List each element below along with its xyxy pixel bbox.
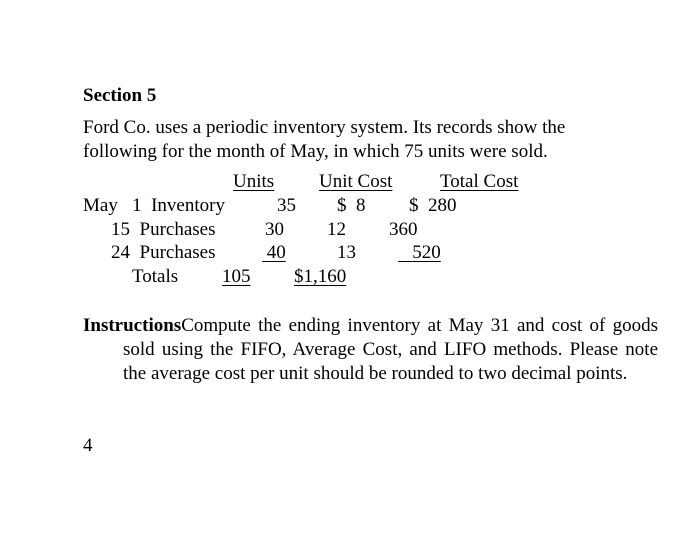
header-total-cost: Total Cost [440, 171, 519, 192]
header-unit-cost: Unit Cost [319, 171, 393, 192]
instructions-label: Instructions [83, 315, 182, 336]
totals-units: 105 [222, 266, 251, 287]
totals-label: Totals [132, 266, 179, 287]
row-label: May 1 Inventory [83, 195, 225, 216]
row-units: 30 [265, 219, 284, 240]
instructions-text: Compute the ending inventory at May 31 and cost of goods sold using the FIFO, Average Cost, and LIFO methods. Please note the average cost per unit should be rounded to two decimal points. [123, 315, 658, 384]
totals-total-cost: $1,160 [294, 266, 347, 287]
section-title: Section 5 [83, 85, 157, 106]
row-units: 40 [266, 242, 286, 263]
row-label: 24 Purchases [111, 242, 216, 263]
row-total-cost: $ 280 [409, 195, 457, 216]
intro-line-1: Ford Co. uses a periodic inventory system. Its records show the [83, 117, 566, 138]
instructions-paragraph [83, 314, 658, 386]
row-unit-cost: $ 8 [337, 195, 366, 216]
row-total-cost: 520 [412, 242, 441, 263]
row-total-cost: 360 [389, 219, 418, 240]
row-label: 15 Purchases [111, 219, 216, 240]
header-units: Units [233, 171, 275, 192]
row-unit-cost: 13 [337, 242, 356, 263]
row-units: 35 [277, 195, 296, 216]
intro-line-2: following for the month of May, in which 75 units were sold. [83, 141, 548, 162]
page-number: 4 [83, 435, 93, 456]
row-unit-cost: 12 [327, 219, 346, 240]
